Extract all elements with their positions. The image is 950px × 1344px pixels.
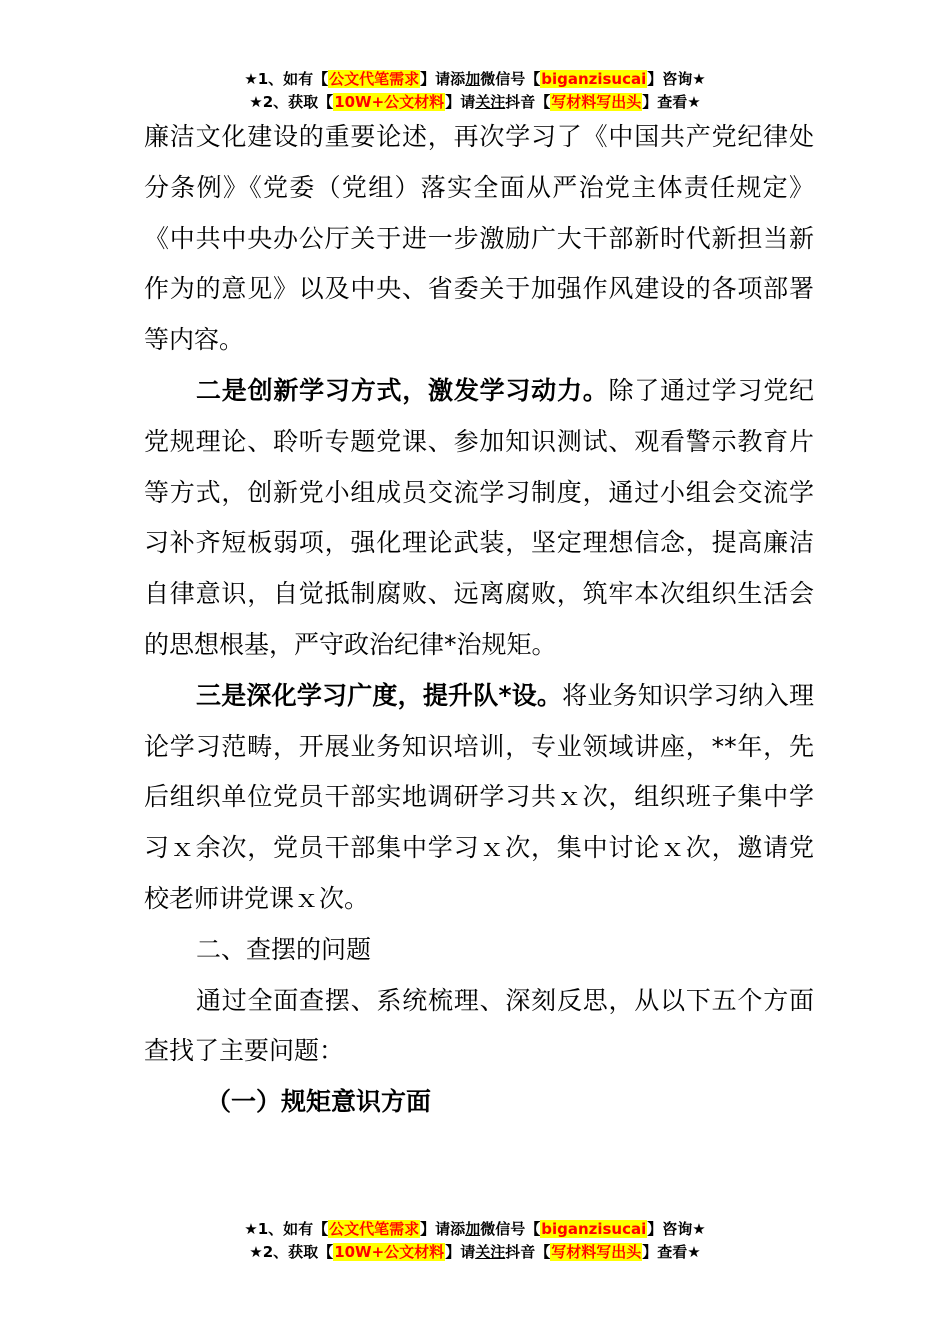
- highlight-service: 公文代笔需求: [329, 1220, 420, 1238]
- banner-line-2: [0, 91, 950, 114]
- point-heading: 二是创新学习方式，激发学习动力。: [196, 375, 609, 405]
- banner-text: 抖音【: [505, 1243, 551, 1261]
- banner-text: 】咨询★: [647, 70, 706, 88]
- banner-text: 微信号【: [480, 1220, 541, 1238]
- subheading: （一）规矩意识方面: [206, 1087, 432, 1117]
- document-body: [144, 112, 814, 1128]
- banner-text: 】请: [445, 1243, 476, 1261]
- banner-text: 】查看★: [642, 93, 701, 111]
- banner-underlined: 加: [465, 70, 481, 88]
- banner-text: 】查看★: [642, 1243, 701, 1261]
- paragraph-intro: 通过全面查摆、系统梳理、深刻反思，从以下五个方面查找了主要问题：: [144, 985, 814, 1066]
- highlight-materials: 10W+公文材料: [334, 93, 445, 111]
- banner-line-1: [0, 68, 950, 91]
- point-text: 除了通过学习党纪党规理论、聆听专题党课、参加知识测试、观看警示教育片等方式，创新党小组成员交流学习制度，通过小组会交流学习补齐短板弱项，强化理论武装，坚定理想信念，提高廉洁自律意识，自觉抵制腐败、远离腐败，筑牢本次组织生活会的思想根基，严守政治纪律*治规矩。: [144, 375, 814, 659]
- star-icon: ★: [244, 1220, 258, 1238]
- banner-line-1: [0, 1218, 950, 1241]
- highlight-douyin: 写材料写出头: [551, 1243, 642, 1261]
- banner-underlined: 关注: [475, 1243, 506, 1261]
- banner-text: 】请: [445, 93, 476, 111]
- highlight-materials: 10W+公文材料: [334, 1243, 445, 1261]
- star-icon: ★: [249, 93, 263, 111]
- paragraph-point-three: [144, 671, 814, 925]
- star-icon: ★: [249, 1243, 263, 1261]
- banner-text: 2、获取【: [262, 93, 334, 111]
- star-icon: ★: [244, 70, 258, 88]
- highlight-service: 公文代笔需求: [329, 70, 420, 88]
- banner-text: 微信号【: [480, 70, 541, 88]
- banner-text: 1、如有【: [257, 1220, 329, 1238]
- paragraph-point-two: [144, 366, 814, 671]
- banner-text: 】请添: [420, 70, 466, 88]
- highlight-douyin: 写材料写出头: [551, 93, 642, 111]
- banner-line-2: [0, 1241, 950, 1264]
- header-banner: [0, 68, 950, 114]
- banner-text: 2、获取【: [262, 1243, 334, 1261]
- highlight-wechat-id: biganzisucai: [541, 70, 647, 88]
- highlight-wechat-id: biganzisucai: [541, 1220, 647, 1238]
- banner-text: 1、如有【: [257, 70, 329, 88]
- banner-text: 】咨询★: [647, 1220, 706, 1238]
- footer-banner: [0, 1218, 950, 1264]
- banner-underlined: 关注: [475, 93, 506, 111]
- point-text: 将业务知识学习纳入理论学习范畴，开展业务知识培训，专业领域讲座，**年，先后组织单位党员干部实地调研学习共ｘ次，组织班子集中学习ｘ余次，党员干部集中学习ｘ次，集中讨论ｘ次，邀请党校老师讲党课ｘ次。: [144, 680, 814, 913]
- paragraph-continuation: 廉洁文化建设的重要论述，再次学习了《中国共产党纪律处分条例》《党委（党组）落实全面从严治党主体责任规定》《中共中央办公厅关于进一步激励广大干部新时代新担当新作为的意见》以及中央、省委关于加强作风建设的各项部署等内容。: [144, 122, 814, 355]
- point-heading: 三是深化学习广度，提升队*设。: [196, 680, 563, 710]
- section-heading: 二、查摆的问题: [196, 934, 372, 964]
- banner-underlined: 加: [465, 1220, 481, 1238]
- banner-text: 抖音【: [505, 93, 551, 111]
- banner-text: 】请添: [420, 1220, 466, 1238]
